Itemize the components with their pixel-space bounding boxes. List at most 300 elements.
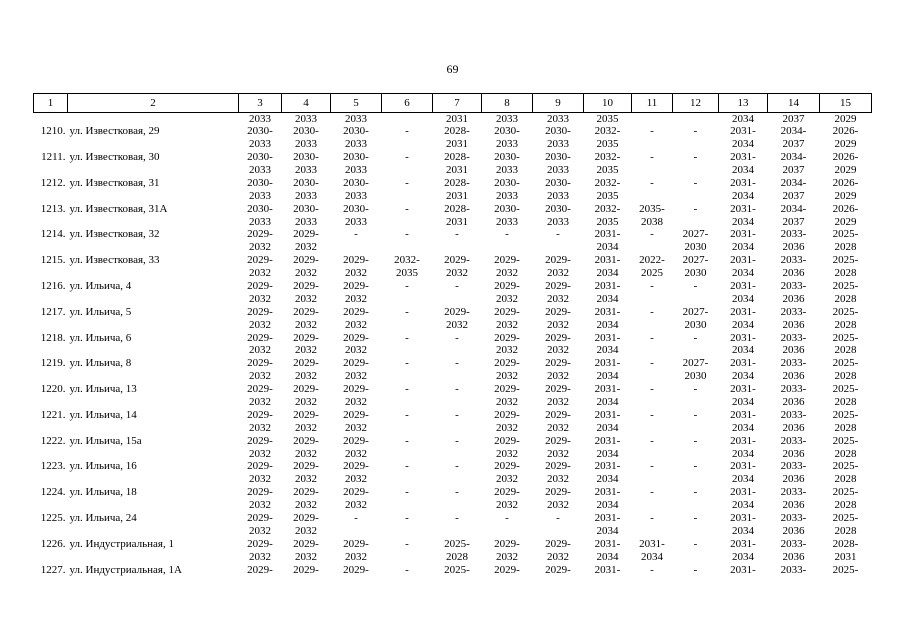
period-start: - [693,202,698,215]
period-cell [673,228,719,254]
cell: 2033 [249,113,271,125]
period-cell [632,125,673,151]
period-start: - [455,279,459,292]
period-end [768,576,820,589]
cell: 2035 [596,113,619,125]
period-cell [719,460,768,486]
period-cell [632,357,673,383]
period-cell [719,383,768,409]
page-number: 69 [446,62,459,76]
period-end: 2033 [547,189,569,202]
period-end [282,576,331,589]
period-start: 2031- [730,460,756,473]
period-start: 2029- [247,512,273,525]
period-end [433,499,482,512]
period-start: 2025- [832,305,859,318]
period-start: 2029- [343,331,369,344]
period-end: 2032 [547,473,569,486]
period-cell [768,228,820,254]
period-start: 2033- [780,512,807,525]
period-cell [282,306,331,332]
period-end: 2030 [684,267,707,280]
period-cell [719,538,768,564]
period-end: 2032 [249,550,271,563]
period-cell [482,203,533,229]
period-end: 2035 [596,189,619,202]
period-end: 2034 [641,550,663,563]
period-start: 2030- [247,202,273,215]
period-end [820,576,872,589]
period-start: - [650,357,654,370]
period-start: 2031- [730,357,756,370]
period-end: 2032 [249,241,271,254]
period-start: - [650,331,654,344]
period-end [382,422,433,435]
period-cell [632,228,673,254]
period-start: 2029- [343,537,369,550]
period-cell [331,332,382,358]
period-start: 2029- [247,434,273,447]
table-row [34,383,872,409]
address-cell: ул. Ильича, 18 [69,486,137,499]
period-end: 2034 [732,215,754,228]
period-cell [331,280,382,306]
period-end [533,525,584,538]
period-cell [820,512,872,538]
period-start: - [405,408,409,421]
period-cell [533,486,584,512]
period-end: 2032 [446,267,468,280]
period-start: 2033- [780,537,807,550]
period-cell [533,357,584,383]
period-start: - [405,512,409,525]
period-end: 2031 [446,215,468,228]
period-cell [533,280,584,306]
period-cell [632,177,673,203]
period-cell [584,125,632,151]
row-number: 1222. [40,434,66,447]
period-end: 2036 [782,550,805,563]
period-start: 2025- [832,254,859,267]
period-start: 2030- [545,176,571,189]
period-end: 2032 [496,396,518,408]
period-start: 2029- [545,383,571,396]
period-cell [820,177,872,203]
header-cell: 9 [533,94,584,113]
period-start: 2029- [247,383,273,396]
period-end: 2036 [782,344,805,357]
period-end [673,525,719,538]
address-cell: ул. Ильича, 15а [69,434,142,447]
period-start: - [405,383,409,396]
period-start: 2029- [545,563,571,576]
period-start: - [405,202,409,215]
period-end: 2034 [732,189,754,202]
period-start: - [650,383,654,396]
period-cell [482,280,533,306]
period-cell [632,538,673,564]
cell [68,113,239,126]
period-cell [768,512,820,538]
period-cell [382,280,433,306]
period-cell [533,177,584,203]
period-start: 2029- [545,434,571,447]
period-start: - [354,228,358,241]
period-cell [533,564,584,590]
period-start: - [354,512,358,525]
period-end [673,473,719,486]
period-start: 2031- [730,151,756,164]
period-start: 2029- [494,486,520,499]
period-start: 2033- [780,434,807,447]
period-end [632,576,673,589]
period-end [382,448,433,461]
period-cell [482,125,533,151]
period-end [433,525,482,538]
period-end: 2034 [732,370,754,383]
period-cell [719,177,768,203]
table-row [34,538,872,564]
period-end: 2029 [834,189,857,202]
period-cell [584,486,632,512]
period-cell [533,332,584,358]
period-cell [331,254,382,280]
period-end: 2034 [732,292,754,305]
period-end [719,576,768,589]
period-cell [239,435,282,461]
period-cell [719,125,768,151]
period-cell [719,409,768,435]
period-cell [331,151,382,177]
period-start: 2030- [545,151,571,164]
period-start: 2033- [780,305,807,318]
period-start: - [455,512,459,525]
period-cell [632,486,673,512]
cell [632,113,673,126]
period-cell [239,409,282,435]
period-end: 2030 [684,241,707,254]
period-start: 2026- [832,151,859,164]
period-start: 2030- [494,151,520,164]
period-cell [632,254,673,280]
period-end [382,370,433,383]
period-end: 2032 [249,421,271,434]
period-cell [820,486,872,512]
period-end [433,422,482,435]
period-cell [719,512,768,538]
period-end [482,241,533,254]
period-end: 2035 [396,267,418,280]
period-end: 2032 [345,344,367,357]
period-end: 2032 [295,421,317,434]
period-start: 2029- [343,383,369,396]
cell: 2034 [732,113,754,125]
period-end [632,473,673,486]
period-start: 2029- [343,460,369,473]
period-start: - [455,408,459,421]
period-cell [533,512,584,538]
period-start: 2031- [594,563,621,576]
period-cell [533,254,584,280]
period-end: 2034 [596,499,619,512]
period-end: 2034 [596,318,619,331]
period-end: 2032 [547,550,569,563]
period-end: 2034 [596,241,619,254]
period-end: 2028 [834,370,857,383]
period-cell [820,383,872,409]
period-end [632,319,673,332]
period-start: 2030- [293,151,319,164]
period-end: 2032 [345,267,367,280]
period-start: 2029- [545,460,571,473]
continuation-row [34,113,872,126]
period-cell [820,151,872,177]
period-start: 2029- [494,434,520,447]
period-start: - [693,279,698,292]
period-cell [382,435,433,461]
period-cell [239,564,282,590]
period-cell [533,460,584,486]
period-cell [632,564,673,590]
period-start: 2025- [832,228,859,241]
period-start: - [650,486,654,499]
period-start: 2029- [293,408,319,421]
period-start: 2029- [494,357,520,370]
period-cell [533,383,584,409]
period-start: 2029- [545,408,571,421]
period-start: 2030- [247,176,273,189]
period-cell [382,306,433,332]
period-cell [482,177,533,203]
period-end: 2036 [782,396,805,408]
period-start: 2030- [293,202,319,215]
period-end [382,319,433,332]
period-end: 2032 [345,370,367,383]
row-number: 1220. [40,383,66,396]
period-start: 2031- [594,460,621,473]
period-end: 2034 [732,396,754,408]
period-start: 2033- [780,383,807,396]
period-end: 2034 [732,163,754,176]
period-end [673,344,719,357]
period-end: 2035 [596,138,619,151]
address-cell: ул. Ильича, 16 [69,460,137,473]
period-cell [673,280,719,306]
period-end: 2036 [782,292,805,305]
period-start: 2029- [293,383,319,396]
header-cell: 8 [482,94,533,113]
period-cell [382,332,433,358]
period-start: 2027- [682,254,709,267]
header-cell: 3 [239,94,282,113]
period-cell [433,435,482,461]
period-cell [282,564,331,590]
period-start: - [556,228,560,241]
period-cell [584,512,632,538]
period-start: 2031- [730,305,756,318]
cell: 2033 [345,113,367,125]
period-end: 2032 [345,292,367,305]
period-end [632,241,673,254]
period-start: 2031- [594,228,621,241]
period-cell [820,409,872,435]
period-end [382,138,433,151]
period-start: 2031- [730,279,756,292]
period-end [673,216,719,229]
period-cell [433,486,482,512]
period-start: - [693,563,698,576]
period-cell [331,538,382,564]
schedule-table [33,93,872,589]
period-cell [768,409,820,435]
period-cell [632,512,673,538]
period-cell [382,409,433,435]
period-start: 2031- [730,408,756,421]
period-start: - [693,486,698,499]
period-end: 2033 [547,163,569,176]
period-end: 2036 [782,421,805,434]
period-start: 2031- [594,331,621,344]
period-end: 2036 [782,370,805,383]
period-start: 2030- [247,151,273,164]
period-cell [533,125,584,151]
period-cell [820,357,872,383]
period-start: - [405,176,409,189]
period-end [382,576,433,589]
period-cell [533,151,584,177]
period-cell [239,332,282,358]
period-cell [768,177,820,203]
period-cell [820,254,872,280]
period-end: 2032 [295,550,317,563]
period-start: 2032- [594,202,621,215]
period-start: 2030- [293,125,319,138]
period-start: 2025- [832,563,859,576]
header-cell: 14 [768,94,820,113]
period-end: 2032 [249,267,271,280]
period-end: 2032 [295,396,317,408]
period-cell [584,538,632,564]
period-cell [282,125,331,151]
period-start: 2030- [247,125,273,138]
period-end: 2034 [596,396,619,408]
period-cell [584,332,632,358]
period-end: 2033 [249,189,271,202]
period-cell [768,151,820,177]
period-cell [331,460,382,486]
period-start: 2029- [247,228,273,241]
period-end: 2032 [496,370,518,383]
period-end: 2038 [641,215,663,228]
period-end: 2034 [596,550,619,563]
period-end: 2034 [596,421,619,434]
period-end [632,525,673,538]
period-start: 2029- [444,305,470,318]
row-number: 1212. [40,176,66,189]
period-start: 2029- [247,279,273,292]
period-start: 2029- [545,537,571,550]
period-cell [331,306,382,332]
period-end [673,293,719,306]
period-start: 2029- [343,434,369,447]
period-start: 2029- [247,486,273,499]
period-end: 2028 [834,292,857,305]
period-end: 2028 [834,241,857,254]
period-start: - [650,408,654,421]
period-cell [433,512,482,538]
period-end [673,396,719,409]
period-end: 2036 [782,318,805,331]
period-start: 2027- [682,357,709,370]
table-row [34,306,872,332]
period-cell [239,151,282,177]
period-start: 2031- [594,434,621,447]
header-cell: 12 [673,94,719,113]
period-end: 2032 [249,499,271,512]
period-end: 2034 [732,550,754,563]
period-cell [584,564,632,590]
period-cell [382,151,433,177]
period-end: 2032 [547,292,569,305]
period-end: 2035 [596,215,619,228]
period-end [331,241,382,254]
address-cell: ул. Известковая, 33 [69,254,160,267]
period-end: 2032 [496,344,518,357]
period-start: - [693,383,698,396]
period-start: - [693,151,698,164]
period-end [433,241,482,254]
period-start: 2029- [293,305,319,318]
period-start: - [650,434,654,447]
period-start: 2029- [343,563,369,576]
period-start: 2029- [293,331,319,344]
period-cell [533,435,584,461]
period-end: 2031 [446,138,468,151]
period-start: - [455,383,459,396]
period-end: 2034 [732,318,754,331]
period-start: 2029- [293,254,319,267]
period-start: 2029- [343,408,369,421]
table-row [34,228,872,254]
period-start: 2028- [444,125,470,138]
period-end [433,370,482,383]
period-cell [768,435,820,461]
period-cell [482,332,533,358]
period-start: 2029- [343,486,369,499]
period-cell [820,435,872,461]
header-cell: 10 [584,94,632,113]
period-end: 2033 [496,215,518,228]
table-row [34,151,872,177]
period-start: 2030- [494,176,520,189]
period-start: 2029- [545,305,571,318]
period-cell [584,151,632,177]
period-end: 2034 [596,344,619,357]
period-start: 2029- [494,460,520,473]
period-start: 2029- [444,254,470,267]
period-end: 2037 [782,189,805,202]
period-cell [331,228,382,254]
table-row [34,564,872,590]
period-end: 2032 [249,396,271,408]
period-end: 2033 [295,215,317,228]
period-end: 2034 [732,241,754,254]
period-end [382,473,433,486]
period-start: 2025- [832,486,859,499]
period-cell [282,151,331,177]
period-cell [768,460,820,486]
period-end: 2029 [834,138,857,151]
